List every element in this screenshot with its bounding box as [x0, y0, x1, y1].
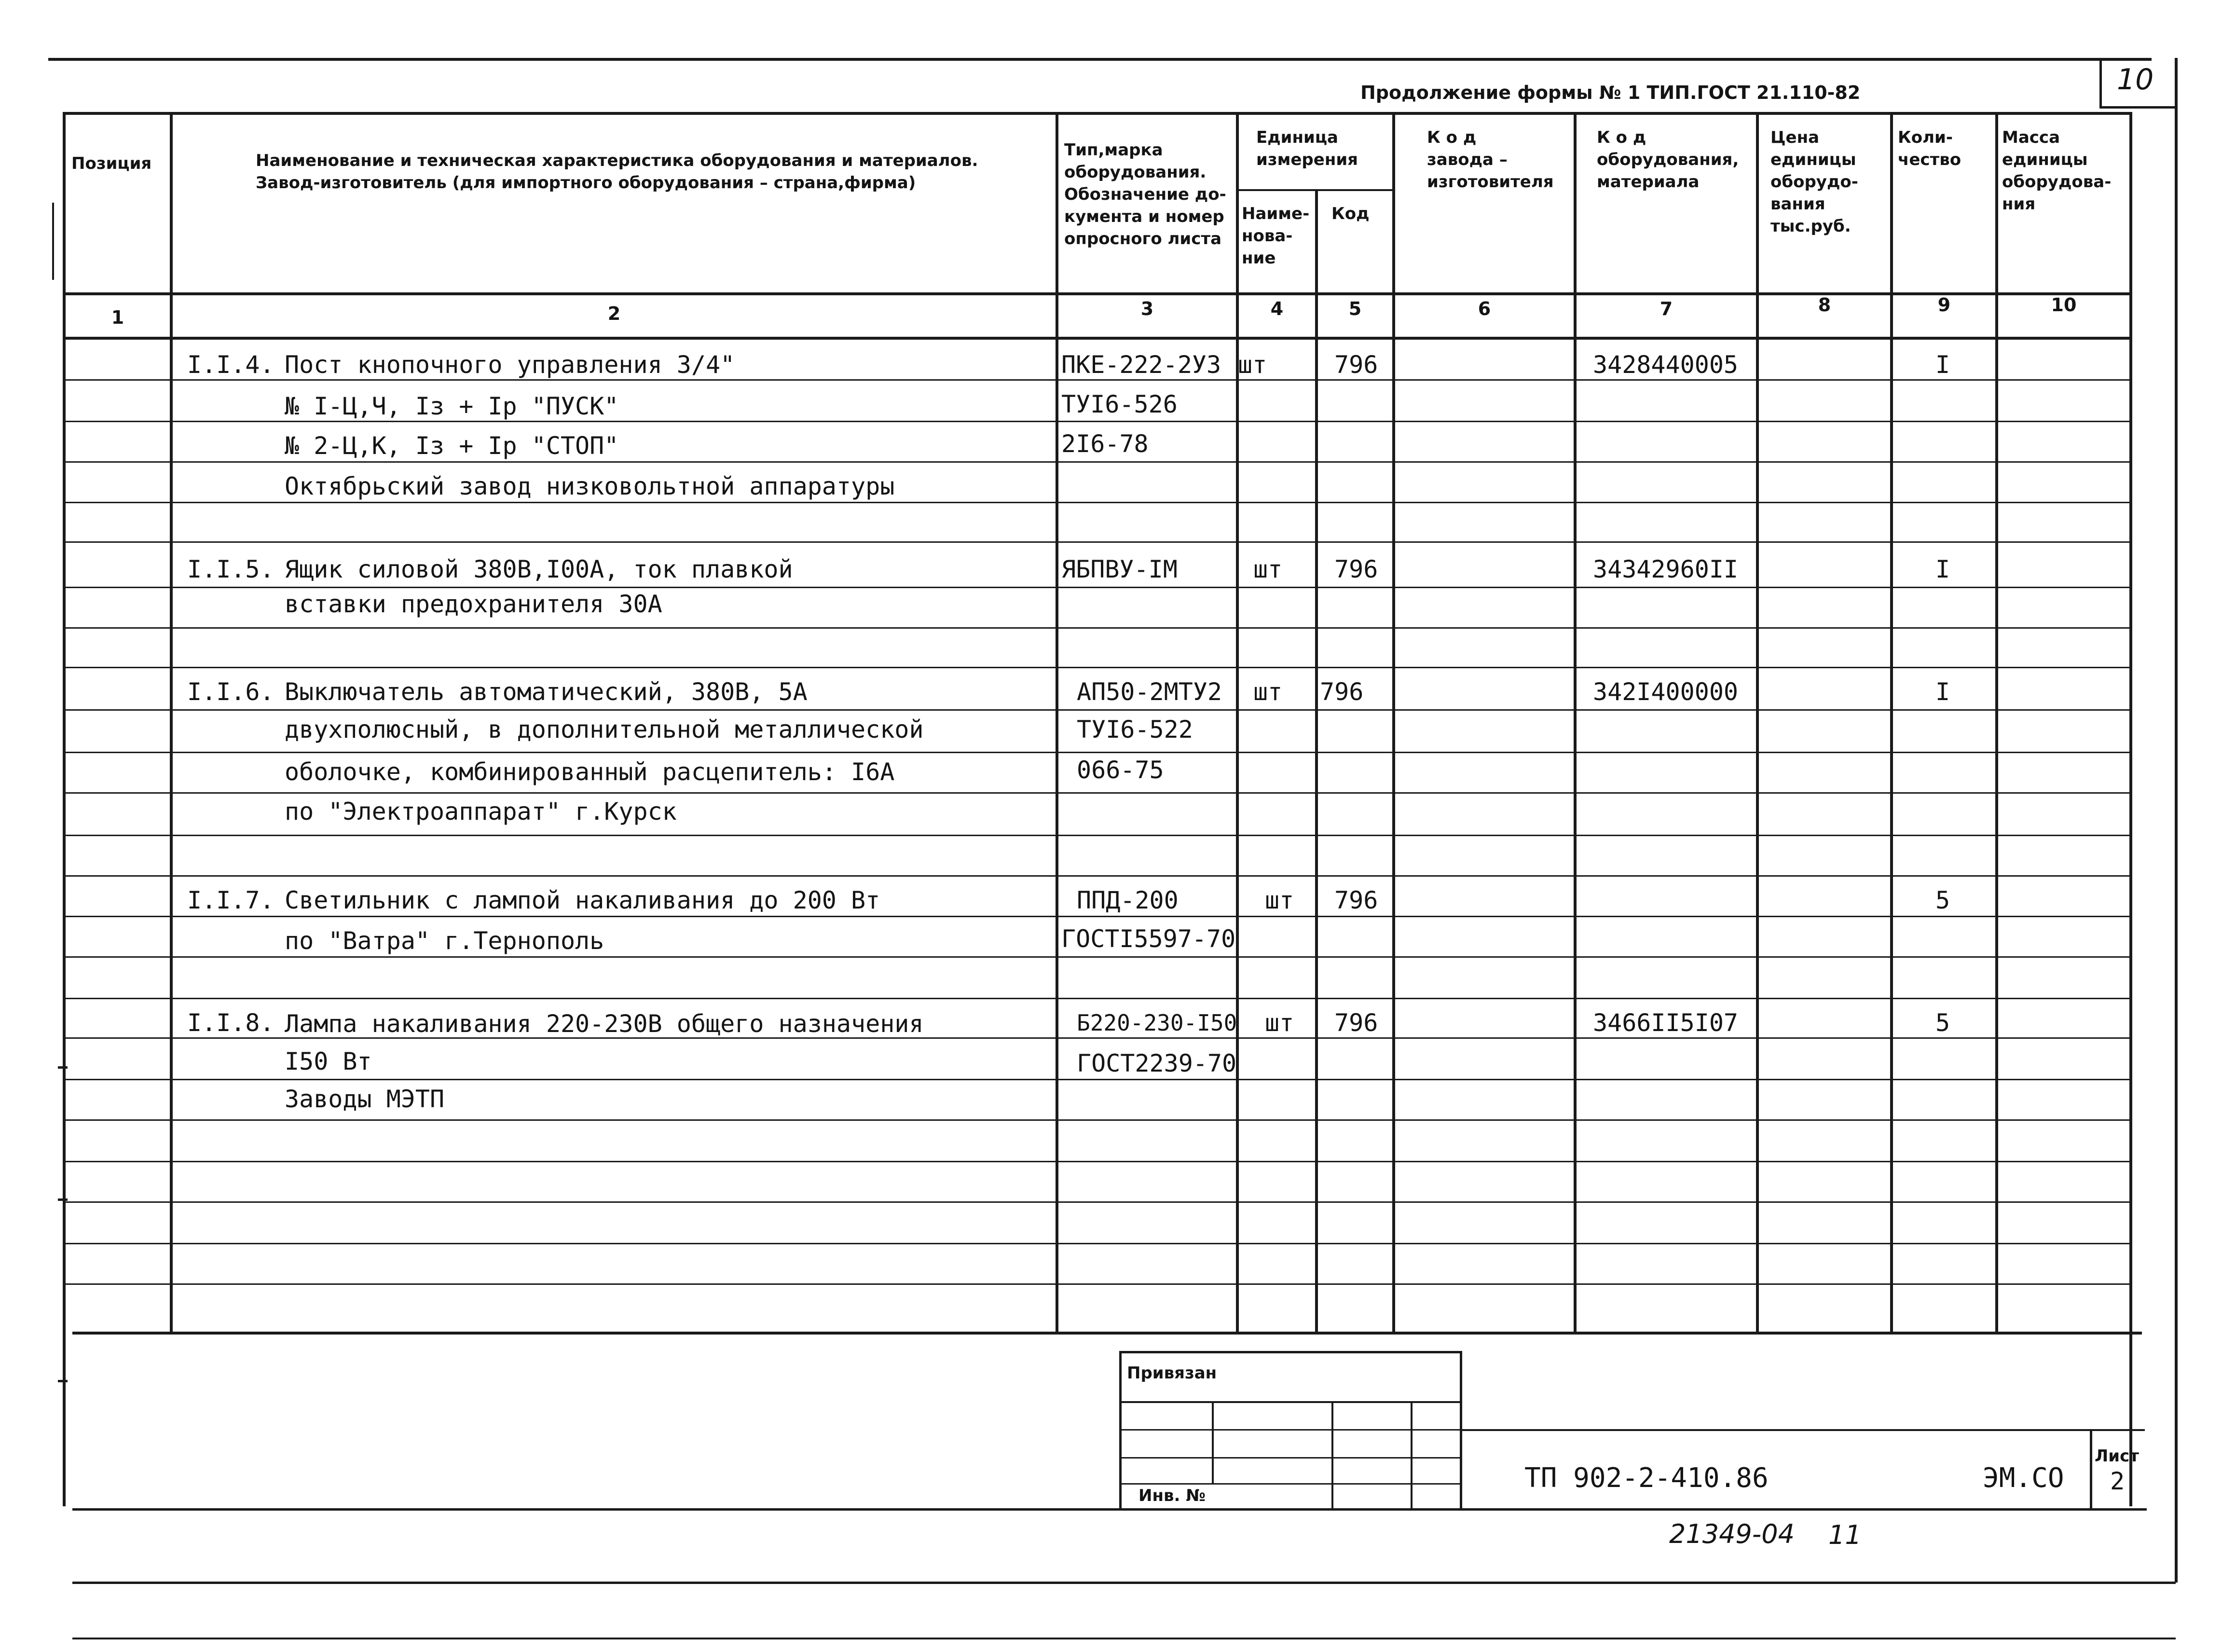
- code-cell: 796: [1334, 351, 1378, 379]
- row-line: [66, 587, 2130, 588]
- form-title: Продолжение формы № 1 ТИП.ГОСТ 21.110-82: [1360, 82, 1861, 103]
- code-cell: 796: [1334, 555, 1378, 583]
- pos-cell: I.I.6.: [187, 678, 274, 706]
- header-quantity: Коли- чество: [1898, 128, 1961, 169]
- name-cell: по "Электроаппарат" г.Курск: [285, 798, 677, 826]
- type-cell: ТУI6-522: [1077, 716, 1193, 743]
- colnum-1: 1: [111, 307, 124, 328]
- unit-cell: шт: [1265, 1009, 1294, 1037]
- stamp-left-line: [1119, 1351, 1122, 1510]
- header-unit-code: Код: [1331, 204, 1370, 223]
- colnum-9: 9: [1937, 294, 1951, 316]
- row-line: [66, 421, 2130, 422]
- header-equip-code: К о д оборудования, материала: [1597, 128, 1739, 192]
- type-cell: ТУI6-526: [1061, 390, 1178, 418]
- header-unit-name: Наиме- нова- ние: [1242, 204, 1310, 268]
- header-factory-code: К о д завода – изготовителя: [1427, 128, 1554, 192]
- sheet-label: Лист: [2095, 1446, 2139, 1466]
- top-border-line: [48, 58, 2152, 61]
- colnum-7: 7: [1660, 298, 1673, 319]
- bound-label: Привязан: [1127, 1363, 1217, 1383]
- margin-tick: [58, 1198, 68, 1201]
- qty-cell: 5: [1935, 886, 1950, 914]
- row-line: [66, 916, 2130, 917]
- type-cell: ППД-200: [1077, 886, 1179, 914]
- table-bottom-line: [72, 1332, 2142, 1335]
- row-line: [66, 875, 2130, 877]
- row-line: [66, 1161, 2130, 1162]
- name-cell: вставки предохранителя 30А: [285, 590, 662, 618]
- sheet-box-left: [2090, 1429, 2092, 1510]
- pos-cell: I.I.8.: [187, 1009, 274, 1037]
- header-mass: Масса единицы оборудова- ния: [2002, 128, 2112, 214]
- colnum-3: 3: [1140, 298, 1154, 319]
- code-cell: 796: [1334, 1009, 1378, 1037]
- name-cell: по "Ватра" г.Тернополь: [285, 927, 604, 955]
- type-cell: 066-75: [1077, 756, 1164, 784]
- header-position: Позиция: [71, 154, 152, 173]
- col-line-6: [1574, 112, 1577, 1333]
- sheet-number: 2: [2110, 1467, 2125, 1495]
- row-line: [66, 792, 2130, 794]
- colnum-4: 4: [1270, 298, 1284, 319]
- code-cell: 796: [1334, 886, 1378, 914]
- row-line: [66, 1283, 2130, 1285]
- doc-suffix: ЭМ.СО: [1983, 1462, 2064, 1494]
- name-cell: двухполюсный, в дополнительной металлической: [285, 716, 924, 743]
- unit-cell: шт: [1238, 351, 1267, 379]
- colnum-5: 5: [1348, 298, 1362, 319]
- page-bottom-line: [72, 1638, 2176, 1639]
- corner-box-left: [2099, 58, 2102, 108]
- name-cell: № I-Ц,Ч, Iз + Iр "ПУСК": [285, 392, 619, 420]
- unit-cell: шт: [1253, 555, 1283, 583]
- inv-label: Инв. №: [1138, 1486, 1206, 1505]
- col-line-3: [1236, 112, 1239, 1333]
- row-line: [66, 1119, 2130, 1121]
- title-block-bottom: [72, 1508, 2147, 1511]
- type-cell: ПКЕ-222-2У3: [1061, 351, 1221, 379]
- type-cell: Б220-230-I50: [1077, 1010, 1237, 1036]
- row-line: [66, 1243, 2130, 1244]
- row-line: [66, 379, 2130, 381]
- title-block-top: [1460, 1429, 2145, 1431]
- name-cell: I50 Вт: [285, 1047, 372, 1075]
- pos-cell: I.I.4.: [187, 351, 274, 379]
- stamp-col-line: [1331, 1401, 1333, 1510]
- qty-cell: 5: [1935, 1009, 1950, 1037]
- col-line-1: [170, 112, 173, 1333]
- handwritten-number-2: 11: [1828, 1520, 1862, 1550]
- corner-box-bottom: [2099, 106, 2177, 109]
- row-line: [66, 752, 2130, 753]
- col-line-2: [1056, 112, 1058, 1333]
- equip-code-cell: 34342960II: [1593, 555, 1739, 583]
- handwritten-number: 21349-04: [1669, 1519, 1795, 1549]
- row-line: [66, 709, 2130, 711]
- stamp-top-line: [1119, 1351, 1462, 1353]
- equip-code-cell: 3466II5I07: [1593, 1009, 1739, 1037]
- margin-tick: [58, 1066, 68, 1069]
- colnum-bottom-line: [63, 337, 2132, 340]
- type-cell: АП50-2МТУ2: [1077, 678, 1222, 706]
- row-line: [66, 956, 2130, 958]
- qty-cell: I: [1935, 555, 1950, 583]
- qty-cell: I: [1935, 351, 1950, 379]
- col-line-5: [1392, 112, 1395, 1333]
- name-cell: оболочке, комбинированный расцепитель: I6А: [285, 758, 895, 786]
- header-type: Тип,марка оборудования. Обозначение до- кумента и номер опросного листа: [1064, 140, 1226, 248]
- unit-cell: шт: [1265, 886, 1294, 914]
- colnum-2: 2: [607, 303, 621, 324]
- name-cell: № 2-Ц,К, Iз + Iр "СТОП": [285, 432, 619, 460]
- row-line: [66, 627, 2130, 629]
- right-border-line: [2175, 58, 2178, 1583]
- header-unit-group: Единица измерения: [1256, 128, 1358, 169]
- row-line: [66, 1201, 2130, 1203]
- qty-cell: I: [1935, 678, 1950, 706]
- code-cell: 796: [1320, 678, 1364, 706]
- equip-code-cell: 3428440005: [1593, 351, 1739, 379]
- type-cell: 2I6-78: [1061, 430, 1149, 458]
- type-cell: ГОСТ2239-70: [1077, 1049, 1237, 1077]
- pos-cell: I.I.5.: [187, 555, 274, 583]
- row-line: [66, 667, 2130, 668]
- colnum-10: 10: [2051, 294, 2077, 316]
- stamp-col-line: [1212, 1401, 1214, 1483]
- name-cell: Лампа накаливания 220-230В общего назначения: [285, 1010, 924, 1038]
- name-cell: Выключатель автоматический, 380В, 5А: [285, 678, 808, 706]
- header-price: Цена единицы оборудо- вания тыс.руб.: [1770, 128, 1858, 236]
- table-top-line: [63, 112, 2132, 115]
- name-cell: Светильник с лампой накаливания до 200 Вт: [285, 886, 880, 914]
- equip-code-cell: 342I400000: [1593, 678, 1739, 706]
- pos-cell: I.I.7.: [187, 886, 274, 914]
- sheet-corner-number: 10: [2117, 63, 2154, 96]
- colnum-8: 8: [1818, 294, 1831, 316]
- unit-cell: шт: [1253, 678, 1283, 706]
- bottom-border-line: [72, 1582, 2176, 1584]
- doc-code: ТП 902-2-410.86: [1524, 1462, 1769, 1494]
- name-cell: Заводы МЭТП: [285, 1085, 445, 1113]
- margin-dashes: [52, 203, 54, 280]
- stamp-col-line: [1411, 1401, 1413, 1510]
- row-line: [66, 461, 2130, 463]
- row-line: [66, 1079, 2130, 1080]
- type-cell: ГОСТI5597-70: [1061, 925, 1236, 953]
- margin-tick: [58, 1380, 68, 1382]
- header-name: Наименование и техническая характеристика оборудования и материалов. Завод-изготовитель (для импортного оборудования – страна,фирма): [256, 151, 978, 193]
- row-line: [66, 998, 2130, 999]
- row-line: [66, 541, 2130, 543]
- row-line: [66, 502, 2130, 503]
- name-cell: Ящик силовой 380В,I00А, ток плавкой: [285, 555, 793, 583]
- name-cell: Октябрьский завод низковольтной аппаратуры: [285, 472, 895, 500]
- type-cell: ЯБПВУ-IМ: [1061, 555, 1178, 583]
- row-line: [66, 835, 2130, 836]
- col-line-10: [2129, 112, 2132, 1506]
- colnum-6: 6: [1478, 298, 1491, 319]
- name-cell: Пост кнопочного управления 3/4": [285, 351, 735, 379]
